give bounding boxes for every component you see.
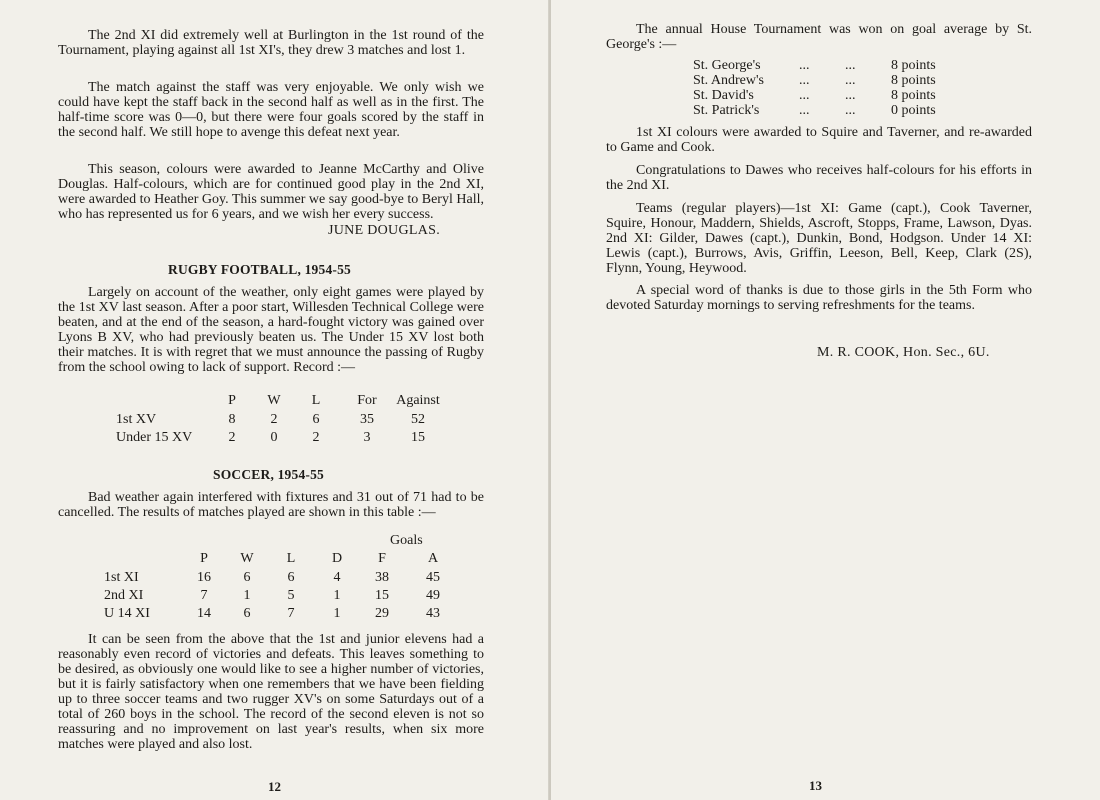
cell: 49 [426, 588, 440, 603]
paragraph-thanks: A special word of thanks is due to those girls in the 5th Form who devoted Saturday mornings to serving refreshments for the teams. [606, 283, 1032, 313]
leader-dots: ... [845, 88, 856, 103]
list-item [693, 88, 971, 103]
leader-dots: ... [845, 73, 856, 88]
leader-dots: ... [799, 103, 810, 118]
house-standings [693, 58, 971, 118]
col-header-w: W [240, 551, 254, 566]
cell: 2 [312, 430, 320, 445]
cell: 43 [426, 606, 440, 621]
house-name: St. David's [693, 88, 754, 103]
cell: 2 [270, 412, 278, 427]
col-header-d: D [331, 551, 343, 566]
cell: 7 [200, 588, 208, 603]
col-header-w: W [267, 393, 281, 408]
cell: 15 [411, 430, 425, 445]
left-page [0, 0, 549, 800]
page-number-left: 12 [268, 779, 281, 794]
cell: 35 [360, 412, 374, 427]
leader-dots: ... [799, 58, 810, 73]
col-header-against: Against [396, 393, 440, 408]
cell: 45 [426, 570, 440, 585]
paragraph-staff-match: The match against the staff was very enjoyable. We only wish we could have kept the staff back in the second half as well as in the first. The half-time score was 0—0, but there were four goals scored by the staff in the second half. We still hope to avenge this defeat next year. [58, 80, 484, 140]
cell: 6 [312, 412, 320, 427]
col-header-p: P [200, 551, 208, 566]
col-header-p: P [228, 393, 236, 408]
house-name: St. George's [693, 58, 761, 73]
goals-label: Goals [390, 533, 423, 548]
list-item [693, 103, 971, 118]
leader-dots: ... [799, 73, 810, 88]
cell: 14 [197, 606, 211, 621]
row-team: 1st XI [104, 570, 139, 585]
col-header-l: L [286, 551, 296, 566]
paragraph-teams: Teams (regular players)—1st XI: Game (capt.), Cook Taverner, Squire, Honour, Maddern, Shields, Ascroft, Stopps, Frame, Lawson, Dyas. 2nd XI: Gilder, Dawes (capt.), Dunkin, Bond, Hodgson. Under 14 XI: Lewis (capt.), Burrows, Avis, Griffin, Leeson, Bell, Keep, Clark (2S), Flynn, Young, Heywood. [606, 201, 1032, 276]
house-name: St. Patrick's [693, 103, 760, 118]
cell: 38 [375, 570, 389, 585]
paragraph-2nd-xi-tournament: The 2nd XI did extremely well at Burlington in the 1st round of the Tournament, playing against all 1st XI's, they drew 3 matches and lost 1. [58, 28, 484, 58]
cell: 1 [333, 588, 341, 603]
cell: 1 [243, 588, 251, 603]
paragraph-colours-awarded: 1st XI colours were awarded to Squire and Taverner, and re-awarded to Game and Cook. [606, 125, 1032, 155]
cell: 5 [287, 588, 295, 603]
rugby-record-table [116, 392, 229, 410]
signature-june-douglas: JUNE DOUGLAS. [328, 223, 441, 238]
col-header-f: F [378, 551, 386, 566]
cell: 52 [411, 412, 425, 427]
page-number-right: 13 [809, 778, 822, 793]
signature-hon-sec: M. R. COOK, Hon. Sec., 6U. [817, 345, 990, 360]
paragraph-rugby: Largely on account of the weather, only eight games were played by the 1st XV last season. After a poor start, Willesden Technical College were beaten, and at the end of the season, a hard-fought victory was gained over Lyons B XV, who had previously beaten us. The Under 15 XV lost both their matches. It is with regret that we must announce the passing of Rugby from the school owing to lack of support. Record :— [58, 285, 484, 375]
cell: 7 [287, 606, 295, 621]
col-header-l: L [311, 393, 321, 408]
paragraph-colours: This season, colours were awarded to Jeanne McCarthy and Olive Douglas. Half-colours, which are for continued good play in the 2nd XI, were awarded to Heather Goy. This summer we say good-bye to Beryl Hall, who has represented us for 6 years, and we wish her every success. [58, 162, 484, 222]
cell: 0 [270, 430, 278, 445]
house-points: 8 points [891, 73, 936, 88]
table-header-row [116, 392, 229, 410]
leader-dots: ... [845, 58, 856, 73]
paragraph-congratulations: Congratulations to Dawes who receives half-colours for his efforts in the 2nd XI. [606, 163, 1032, 193]
list-item [693, 58, 971, 73]
leader-dots: ... [799, 88, 810, 103]
cell: 3 [363, 430, 371, 445]
cell: 29 [375, 606, 389, 621]
cell: 2 [228, 430, 236, 445]
leader-dots: ... [845, 103, 856, 118]
row-team: 1st XV [116, 412, 157, 427]
heading-soccer: SOCCER, 1954-55 [213, 467, 325, 482]
row-team: 2nd XI [104, 588, 144, 603]
cell: 15 [375, 588, 389, 603]
paragraph-house-intro: The annual House Tournament was won on goal average by St. George's :— [606, 22, 1032, 52]
house-name: St. Andrew's [693, 73, 764, 88]
cell: 6 [243, 570, 251, 585]
list-item [693, 73, 971, 88]
row-team: Under 15 XV [116, 430, 193, 445]
cell: 8 [228, 412, 236, 427]
row-team: U 14 XI [104, 606, 150, 621]
house-points: 8 points [891, 58, 936, 73]
heading-rugby: RUGBY FOOTBALL, 1954-55 [168, 262, 351, 277]
house-points: 8 points [891, 88, 936, 103]
cell: 16 [197, 570, 211, 585]
house-points: 0 points [891, 103, 936, 118]
cell: 1 [333, 606, 341, 621]
paragraph-soccer-closing: It can be seen from the above that the 1st and junior elevens had a reasonably even record of victories and defeats. This leaves something to be desired, as obviously one would like to see a higher number of victories, but it is fairly satisfactory when one remembers that we have been fielding up to three soccer teams and two rugger XV's on some Saturdays out of a total of 260 boys in the school. The record of the second eleven is not so reassuring and no improvement on last year's results, when six more matches were played and also lost. [58, 632, 484, 752]
col-header-a: A [427, 551, 439, 566]
cell: 6 [287, 570, 295, 585]
cell: 4 [333, 570, 341, 585]
col-header-for: For [357, 393, 377, 408]
right-page [551, 0, 1100, 800]
paragraph-soccer-intro: Bad weather again interfered with fixtures and 31 out of 71 had to be cancelled. The results of matches played are shown in this table :— [58, 490, 484, 520]
cell: 6 [243, 606, 251, 621]
